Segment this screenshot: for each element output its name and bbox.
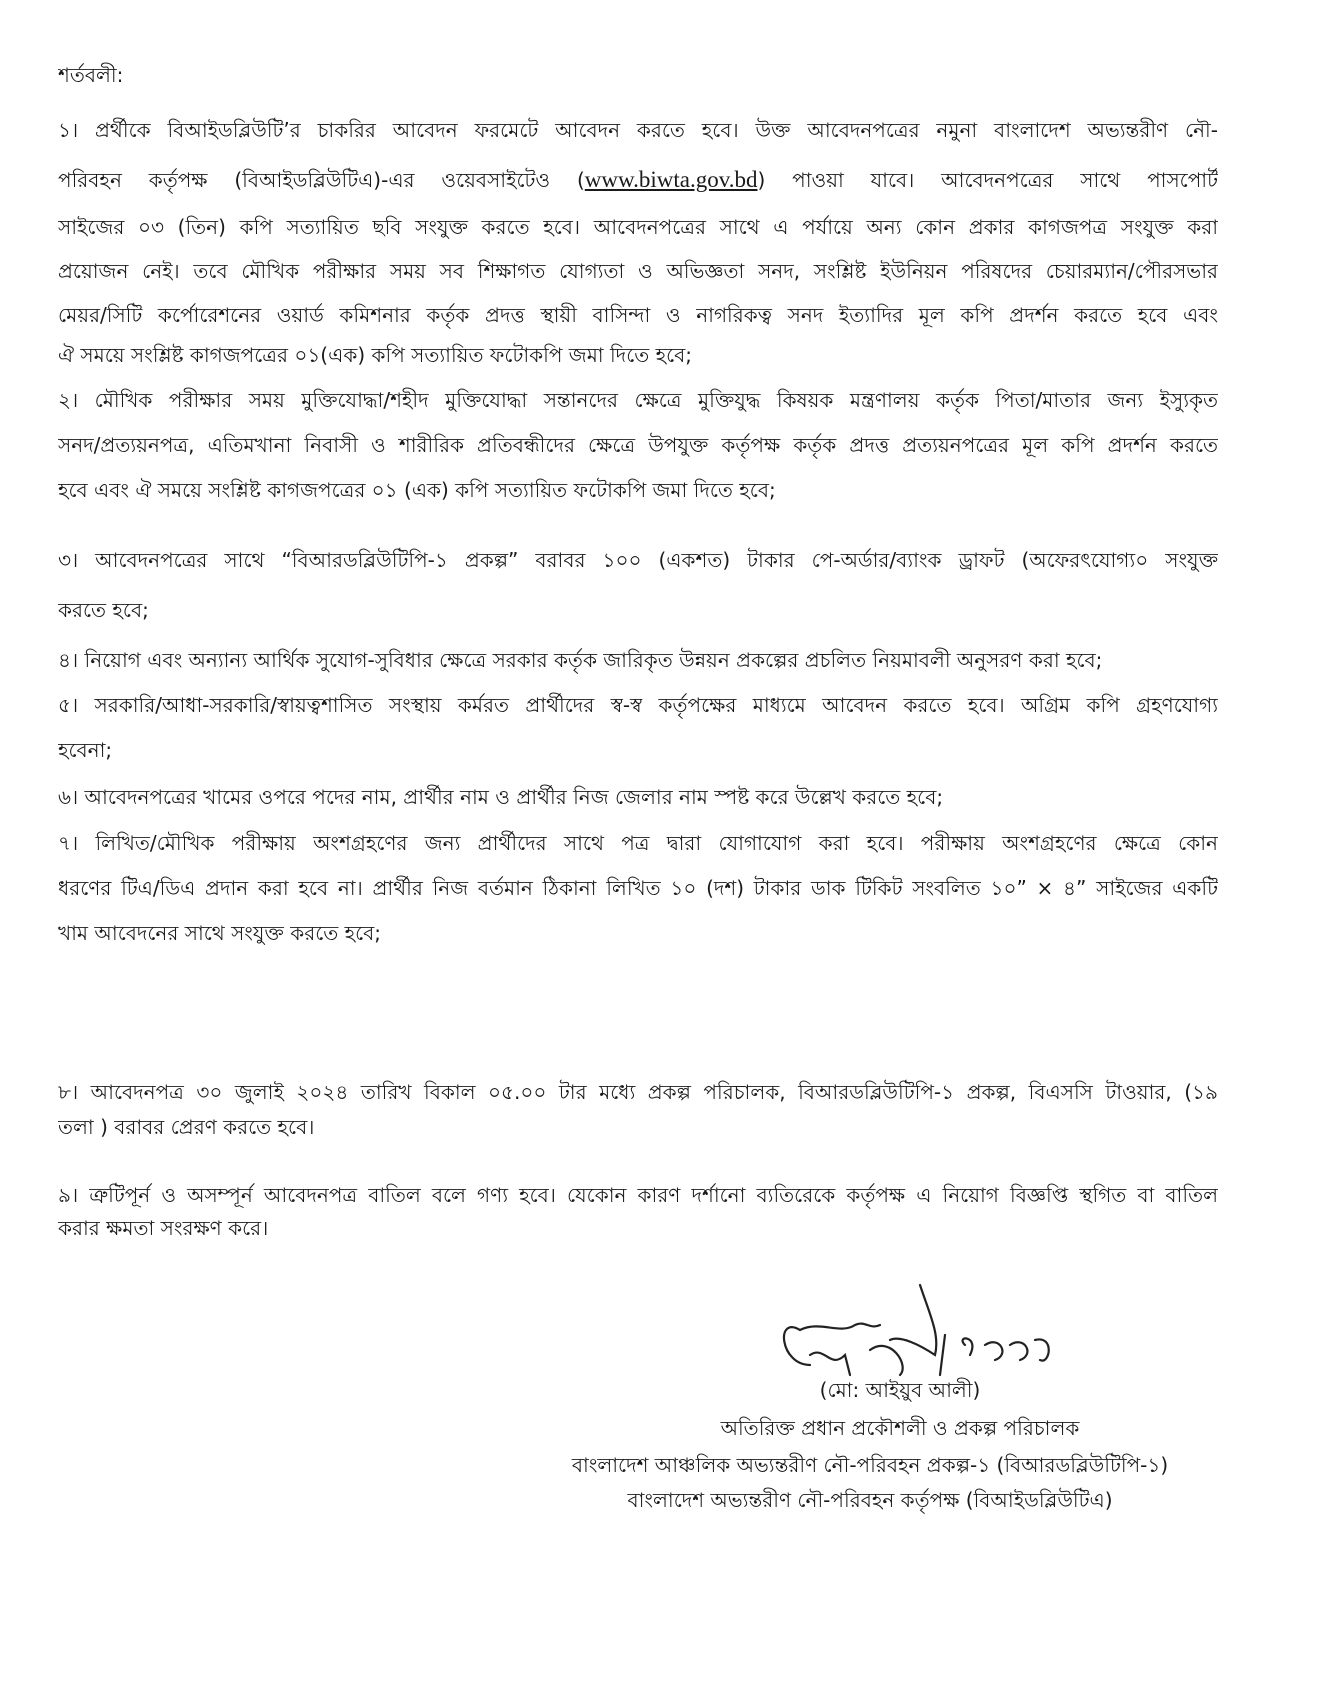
condition-3-line: করতে হবে; bbox=[58, 598, 149, 622]
condition-8-line: ৮। আবেদনপত্র ৩০ জুলাই ২০২৪ তারিখ বিকাল ০৫.০০ টার মধ্যে প্রকল্প পরিচালক, বিআরডব্লিউটিপি-১ প্রকল্প, বিএসসি টাওয়ার, (১৯ bbox=[58, 1080, 1218, 1104]
conditions-heading: শর্তবলী: bbox=[58, 63, 124, 87]
signatory-organization: বাংলাদেশ অভ্যন্তরীণ নৌ-পরিবহন কর্তৃপক্ষ (বিআইডব্লিউটিএ) bbox=[627, 1488, 1113, 1512]
condition-4-line: ৪। নিয়োগ এবং অন্যান্য আর্থিক সুযোগ-সুবিধার ক্ষেত্রে সরকার কর্তৃক জারিকৃত উন্নয়ন প্রকল্পের প্রচলিত নিয়মাবলী অনুসরণ করা হবে; bbox=[58, 648, 1103, 672]
condition-7-line: ৭। লিখিত/মৌখিক পরীক্ষায় অংশগ্রহণের জন্য প্রার্থীদের সাথে পত্র দ্বারা যোগাযোগ করা হবে। পরীক্ষায় অংশগ্রহণের ক্ষেত্রে কোন bbox=[58, 831, 1218, 855]
condition-2-line: ২। মৌখিক পরীক্ষার সময় মুক্তিযোদ্ধা/শহীদ মুক্তিযোদ্ধা সন্তানদের ক্ষেত্রে মুক্তিযুদ্ধ কিষয়ক মন্ত্রণালয় কর্তৃক পিতা/মাতার জন্য ইস্যুকৃত bbox=[58, 388, 1218, 412]
condition-1-line: মেয়র/সিটি কর্পোরেশনের ওয়ার্ড কমিশনার কর্তৃক প্রদত্ত স্থায়ী বাসিন্দা ও নাগরিকত্ব সনদ ইত্যাদির মূল কপি প্রদর্শন করতে হবে এবং bbox=[58, 303, 1218, 327]
condition-9-line: ৯। ত্রুটিপূর্ন ও অসম্পূর্ন আবেদনপত্র বাতিল বলে গণ্য হবে। যেকোন কারণ দর্শানো ব্যতিরেকে কর্তৃপক্ষ এ নিয়োগ বিজ্ঞপ্তি স্থগিত বা বাতিল bbox=[58, 1183, 1218, 1207]
signatory-project: বাংলাদেশ আঞ্চলিক অভ্যন্তরীণ নৌ-পরিবহন প্রকল্প-১ (বিআরডব্লিউটিপি-১) bbox=[571, 1453, 1169, 1477]
condition-5-line: ৫। সরকারি/আধা-সরকারি/স্বায়ত্বশাসিত সংস্থায় কর্মরত প্রার্থীদের স্ব-স্ব কর্তৃপক্ষের মাধ্যমে আবেদন করতে হবে। অগ্রিম কপি গ্রহণযোগ্য bbox=[58, 693, 1218, 717]
condition-2-line: হবে এবং ঐ সময়ে সংশ্লিষ্ট কাগজপত্রের ০১ (এক) কপি সত্যায়িত ফটোকপি জমা দিতে হবে; bbox=[58, 478, 776, 502]
condition-1-text: পরিবহন কর্তৃপক্ষ (বিআইডব্লিউটিএ)-এর ওয়েবসাইটেও ( bbox=[58, 168, 585, 192]
condition-1-line: সাইজের ০৩ (তিন) কপি সত্যায়িত ছবি সংযুক্ত করতে হবে। আবেদনপত্রের সাথে এ পর্যায়ে অন্য কোন প্রকার কাগজপত্র সংযুক্ত করা bbox=[58, 215, 1218, 239]
condition-1-line: প্রয়োজন নেই। তবে মৌখিক পরীক্ষার সময় সব শিক্ষাগত যোগ্যতা ও অভিজ্ঞতা সনদ, সংশ্লিষ্ট ইউনিয়ন পরিষদের চেয়ারম্যান/পৌরসভার bbox=[58, 259, 1218, 283]
condition-1-line: ঐ সময়ে সংশ্লিষ্ট কাগজপত্রের ০১(এক) কপি সত্যায়িত ফটোকপি জমা দিতে হবে; bbox=[58, 343, 693, 367]
condition-1-text: ) পাওয়া যাবে। আবেদনপত্রের সাথে পাসপোর্ট bbox=[757, 168, 1218, 192]
condition-7-line: ধরণের টিএ/ডিএ প্রদান করা হবে না। প্রার্থীর নিজ বর্তমান ঠিকানা লিখিত ১০ (দশ) টাকার ডাক টিকিট সংবলিত ১০” × ৪” সাইজের একটি bbox=[58, 876, 1218, 900]
condition-1-line: ১। প্রর্থীকে বিআইডব্লিউটি’র চাকরির আবেদন ফরমেটে আবেদন করতে হবে। উক্ত আবেদনপত্রের নমুনা বাংলাদেশ অভ্যন্তরীণ নৌ- bbox=[58, 118, 1218, 142]
signatory-designation: অতিরিক্ত প্রধান প্রকৌশলী ও প্রকল্প পরিচালক bbox=[720, 1416, 1080, 1440]
condition-2-line: সনদ/প্রত্যয়নপত্র, এতিমখানা নিবাসী ও শারীরিক প্রতিবন্ধীদের ক্ষেত্রে উপযুক্ত কর্তৃপক্ষ কর্তৃক প্রদত্ত প্রত্যয়নপত্রের মূল কপি প্রদর্শন করতে bbox=[58, 433, 1218, 457]
signatory-name: (মো: আইয়ুব আলী) bbox=[819, 1378, 981, 1402]
condition-9-line: করার ক্ষমতা সংরক্ষণ করে। bbox=[58, 1216, 269, 1240]
condition-8-line: তলা ) বরাবর প্রেরণ করতে হবে। bbox=[58, 1115, 315, 1139]
condition-1-line bbox=[58, 165, 1218, 195]
condition-5-line: হবেনা; bbox=[58, 738, 113, 762]
website-link[interactable]: www.biwta.gov.bd bbox=[584, 167, 758, 192]
condition-7-line: খাম আবেদনের সাথে সংযুক্ত করতে হবে; bbox=[58, 921, 382, 945]
condition-6-line: ৬। আবেদনপত্রের খামের ওপরে পদের নাম, প্রার্থীর নাম ও প্রার্থীর নিজ জেলার নাম স্পষ্ট করে উল্লেখ করতে হবে; bbox=[58, 785, 944, 809]
handwritten-signature bbox=[770, 1275, 1070, 1385]
condition-3-line: ৩। আবেদনপত্রের সাথে “বিআরডব্লিউটিপি-১ প্রকল্প” বরাবর ১০০ (একশত) টাকার পে-অর্ডার/ব্যাংক ড্রাফট (অফেরৎযোগ্য০ সংযুক্ত bbox=[58, 548, 1218, 572]
